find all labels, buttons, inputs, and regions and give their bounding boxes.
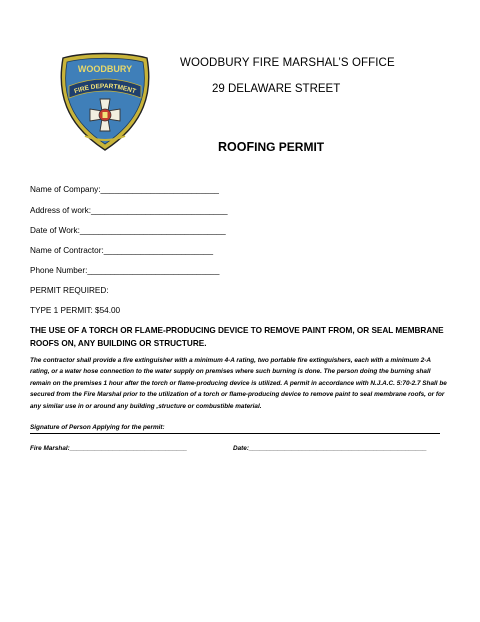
company-line[interactable]: __________________________ xyxy=(100,185,219,194)
permit-required-label: PERMIT REQUIRED: xyxy=(30,286,109,295)
date-line[interactable]: __________________________________________________ xyxy=(248,445,427,452)
fire-marshal-field[interactable] xyxy=(30,445,187,452)
permit-type-label: TYPE 1 PERMIT: $54.00 xyxy=(30,306,121,315)
phone-field[interactable] xyxy=(30,266,219,275)
date-of-work-field[interactable] xyxy=(30,226,226,235)
title-part-roof: ROOF xyxy=(218,140,255,154)
page-title xyxy=(218,140,324,154)
date-field[interactable] xyxy=(233,445,427,452)
logo-band-text: FIRE DEPARTMENT xyxy=(73,82,137,96)
title-part-ing-permit: ING PERMIT xyxy=(254,140,325,154)
logo-top-text: WOODBURY xyxy=(77,64,133,74)
signature-label: Signature of Person Applying for the permit: xyxy=(30,424,165,431)
fire-department-patch-icon xyxy=(55,52,155,152)
date-of-work-label: Date of Work: xyxy=(30,226,80,235)
conditions-text: The contractor shall provide a fire extinguisher with a minimum 4-A rating, two portable fire extinguishers, each with a minimum 2-A rating, or a water hose connection to the water supply on premises where such burning is done. The person doing the burning shall remain on the premises 1 hour after the torch or flame-producing device is utilized. A permit in accordance with N.J.A.C. 5:70-2.7 Shall be secured from the Fire Marshal prior to the utilization of a torch or flame-producing device to remove paint to seal membrane roofs, or for any similar use in or around any building ,structure or combustible material. xyxy=(30,357,447,410)
company-label: Name of Company: xyxy=(30,185,101,194)
torch-notice: THE USE OF A TORCH OR FLAME-PRODUCING DEVICE TO REMOVE PAINT FROM, OR SEAL MEMBRANE ROOFS ON, ANY BUILDING OR STRUCTURE. xyxy=(30,326,444,348)
phone-line[interactable]: _____________________________ xyxy=(87,266,220,275)
contractor-label: Name of Contractor: xyxy=(30,246,104,255)
contractor-field[interactable] xyxy=(30,246,213,255)
address-line[interactable]: ______________________________ xyxy=(90,206,228,215)
address-field[interactable] xyxy=(30,206,228,215)
date-label: Date: xyxy=(233,445,249,452)
phone-label: Phone Number: xyxy=(30,266,88,275)
date-of-work-line[interactable]: ________________________________ xyxy=(79,226,226,235)
fire-marshal-label: Fire Marshal: xyxy=(30,445,70,452)
office-street: 29 DELAWARE STREET xyxy=(212,83,341,95)
fire-marshal-line[interactable]: _________________________________ xyxy=(69,445,188,452)
address-label: Address of work: xyxy=(30,206,91,215)
signature-line[interactable] xyxy=(30,433,440,434)
office-name: WOODBURY FIRE MARSHAL’S OFFICE xyxy=(180,57,395,69)
contractor-line[interactable]: ________________________ xyxy=(103,246,214,255)
company-field[interactable] xyxy=(30,185,219,194)
